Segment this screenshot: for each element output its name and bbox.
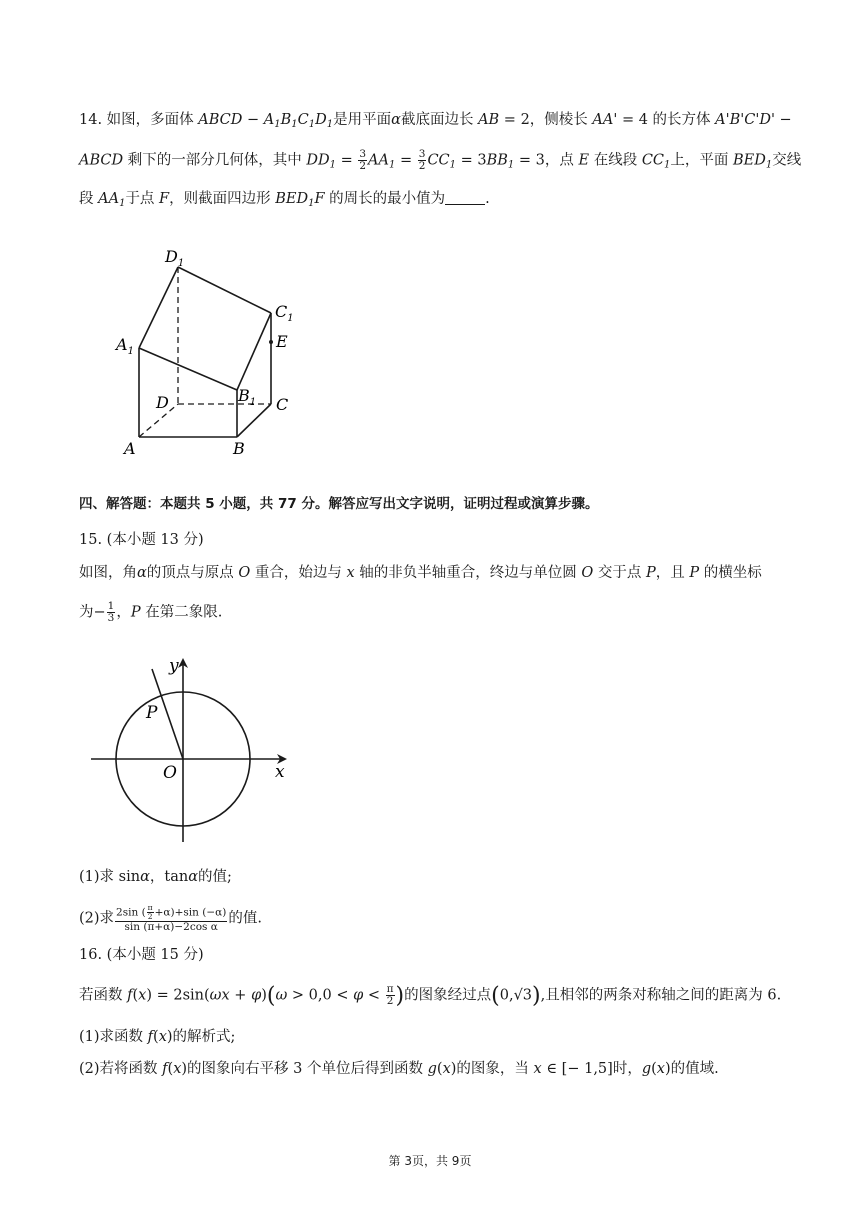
text: −: [774, 112, 792, 128]
label-sub: 1: [287, 313, 294, 324]
answer-blank: [445, 190, 485, 205]
label: B: [238, 386, 250, 405]
text: 上，平面: [670, 152, 733, 169]
text: )的解析式;: [166, 1029, 236, 1045]
label-a1: [114, 335, 134, 357]
math: D: [315, 112, 327, 128]
sub: 1: [765, 159, 773, 171]
text: 在第二象限.: [140, 604, 223, 621]
text: = 3: [456, 152, 487, 169]
label-c1: [275, 302, 294, 324]
math: ω: [275, 987, 288, 1004]
q16-part-1: [79, 1027, 235, 1047]
math: BB: [486, 152, 508, 169]
text: > 0,0 <: [287, 987, 354, 1004]
text: 的值;: [197, 869, 232, 885]
text: .: [485, 191, 490, 207]
sub: 1: [507, 159, 515, 171]
text: 段: [79, 191, 99, 207]
math: ABCD: [79, 152, 124, 169]
sub: 1: [119, 198, 126, 209]
numerator: 3: [359, 148, 367, 160]
label-y: y: [169, 656, 179, 676]
text: (: [167, 1061, 174, 1077]
fraction: [147, 904, 154, 921]
math: α: [140, 869, 150, 885]
math: g: [427, 1061, 437, 1077]
text: 0,√3: [499, 987, 533, 1004]
math: φ: [251, 987, 262, 1004]
text: 于点: [125, 191, 160, 207]
text: 剩下的一部分几何体，其中: [123, 152, 307, 169]
text: (: [436, 1061, 443, 1077]
math: C: [297, 112, 309, 128]
sub: 1: [329, 159, 336, 171]
text: 重合，始边与: [250, 565, 347, 581]
text: 的值.: [228, 910, 262, 927]
math: φ: [353, 987, 364, 1004]
label: C: [275, 302, 288, 321]
page-footer: 第 3页，共 9页: [388, 1154, 472, 1168]
q16-line-1: [79, 984, 781, 1007]
section-4-heading: 四、解答题：本题共 5 小题，共 77 分。解答应写出文字说明，证明过程或演算步骤。: [79, 496, 599, 512]
math: A'B'C'D': [715, 112, 775, 128]
math: α: [391, 112, 401, 128]
math: x: [346, 565, 355, 581]
denominator: 2: [147, 912, 153, 921]
edge-d1-c1: [178, 267, 271, 313]
math: f: [127, 987, 133, 1004]
math: BED: [275, 191, 309, 207]
math: CC: [641, 152, 665, 169]
math: O: [581, 565, 594, 581]
math: AA': [592, 112, 618, 128]
denominator: 2: [386, 995, 394, 1007]
math: ωx: [209, 987, 230, 1004]
denominator: 2: [418, 160, 426, 172]
text: =: [395, 152, 417, 169]
numerator: 3: [418, 148, 426, 160]
fraction: [107, 601, 116, 624]
edge-a1-d1: [139, 267, 178, 348]
math: α: [188, 869, 198, 885]
math: BED: [733, 152, 766, 169]
math: F: [314, 191, 325, 207]
text: ，: [116, 604, 131, 621]
label-c: C: [276, 395, 289, 414]
math: B: [280, 112, 292, 128]
q16-header: 16. (本小题 15 分): [79, 947, 204, 963]
q15-header: 15. (本小题 13 分): [79, 532, 204, 548]
paren: ): [532, 983, 541, 1009]
sub: 1: [274, 119, 281, 130]
math: P: [646, 565, 656, 581]
label-b1: [237, 386, 256, 408]
q15-unit-circle-figure: [85, 650, 300, 850]
text: ，tan: [149, 869, 189, 885]
q15-part-2: [79, 904, 262, 933]
math: E: [578, 152, 590, 169]
text: 是用平面: [333, 112, 392, 128]
paren: (: [266, 983, 276, 1009]
fraction: [358, 149, 367, 172]
math: P: [130, 604, 141, 621]
text: (1)求 sin: [79, 869, 141, 885]
text: (: [651, 1061, 657, 1077]
edge-a1-b1: [139, 348, 237, 390]
math: x: [442, 1061, 451, 1077]
text: ，且: [655, 565, 690, 581]
q15-line-2: [79, 601, 222, 624]
math: x: [173, 1061, 182, 1077]
text: (1)求函数: [79, 1029, 148, 1045]
text: ，则截面四边形: [169, 191, 276, 207]
text: 的周长的最小值为: [324, 191, 446, 207]
text: 2sin (: [116, 906, 146, 919]
sub: 1: [308, 198, 315, 209]
sub: 1: [664, 159, 671, 171]
paren: ): [395, 983, 405, 1009]
text: 如图，角: [79, 565, 137, 581]
denominator: sin (π+α)−2cos α: [124, 921, 218, 933]
label-d1: [164, 247, 184, 269]
sub: 1: [389, 159, 396, 171]
label: D: [165, 247, 178, 266]
big-fraction: [115, 904, 227, 933]
text: =: [335, 152, 358, 169]
text: ,且相邻的两条对称轴之间的距离为 6.: [540, 987, 782, 1004]
text: 若函数: [79, 987, 128, 1004]
math: AB: [478, 112, 500, 128]
text: )的图象向右平移 3 个单位后得到函数: [181, 1061, 428, 1077]
text: 在线段: [589, 152, 642, 169]
text: 为−: [79, 604, 106, 621]
label: A: [116, 335, 128, 354]
math: x: [656, 1061, 665, 1077]
math: O: [238, 565, 251, 581]
math: DD: [306, 152, 330, 169]
text: (2)若将函数: [79, 1061, 163, 1077]
text: )的图象，当: [450, 1061, 534, 1077]
math: x: [138, 987, 147, 1004]
edge-b1-c1: [237, 313, 271, 390]
label-sub: 1: [177, 258, 185, 269]
sub: 1: [308, 119, 316, 130]
label-e: E: [276, 332, 288, 351]
q15-line-1: [79, 563, 762, 583]
math: F: [159, 191, 170, 207]
text: )的值域.: [664, 1061, 719, 1077]
text: 14. 如图，多面体: [79, 112, 199, 128]
numerator: π: [386, 983, 394, 995]
text: 的顶点与原点: [146, 565, 239, 581]
text: +α)+sin (−α): [154, 906, 227, 919]
math: x: [158, 1029, 167, 1045]
math: ABCD − A: [198, 112, 275, 128]
fraction: [418, 149, 427, 172]
sub: 1: [291, 119, 298, 130]
q14-line-2: [79, 149, 801, 176]
label-o: O: [163, 763, 177, 783]
text: 交于点: [593, 565, 647, 581]
math: α: [137, 565, 147, 581]
math: f: [147, 1029, 154, 1045]
math: AA: [98, 191, 120, 207]
math: AA: [368, 152, 389, 169]
text: 交线: [772, 152, 802, 169]
text: (: [153, 1029, 159, 1045]
label-b: B: [233, 439, 245, 458]
text: ∈ [− 1,5]时，: [541, 1061, 642, 1077]
text: = 2，侧棱长: [499, 112, 593, 128]
q16-part-2: [79, 1059, 719, 1079]
edge-b-c: [237, 404, 271, 437]
text: 的横坐标: [699, 565, 762, 581]
q14-line-1: [79, 110, 792, 135]
text: = 4 的长方体: [617, 112, 716, 128]
sub: 1: [326, 119, 334, 130]
point-e: [269, 340, 273, 344]
math: P: [689, 565, 700, 581]
denominator: 2: [359, 160, 367, 172]
label-d: D: [156, 393, 169, 412]
label-p: P: [146, 703, 158, 723]
text: ) = 2sin(: [146, 987, 210, 1004]
label-sub: 1: [127, 346, 134, 357]
q14-line-3: [79, 189, 490, 214]
text: = 3，点: [514, 152, 579, 169]
text: ): [261, 987, 267, 1004]
text: (: [132, 987, 139, 1004]
label-sub: 1: [249, 397, 257, 408]
math: CC: [427, 152, 450, 169]
numerator: [115, 904, 227, 922]
text: 截底面边长: [400, 112, 479, 128]
label-a: A: [124, 439, 136, 458]
q15-part-1: [79, 867, 232, 887]
text: <: [363, 987, 385, 1004]
text: 轴的非负半轴重合，终边与单位圆: [354, 565, 582, 581]
math: x: [533, 1061, 542, 1077]
numerator: π: [147, 903, 153, 912]
text: +: [229, 987, 252, 1004]
numerator: 1: [107, 600, 115, 612]
denominator: 3: [107, 612, 115, 624]
sub: 1: [449, 159, 457, 171]
q14-polyhedron-figure: [110, 238, 320, 463]
label-x: x: [275, 762, 285, 782]
math: g: [641, 1061, 652, 1077]
fraction: [386, 984, 395, 1007]
text: (2)求: [79, 910, 115, 927]
text: 的图象经过点: [404, 987, 492, 1004]
paren: (: [491, 983, 500, 1009]
math: f: [162, 1061, 168, 1077]
